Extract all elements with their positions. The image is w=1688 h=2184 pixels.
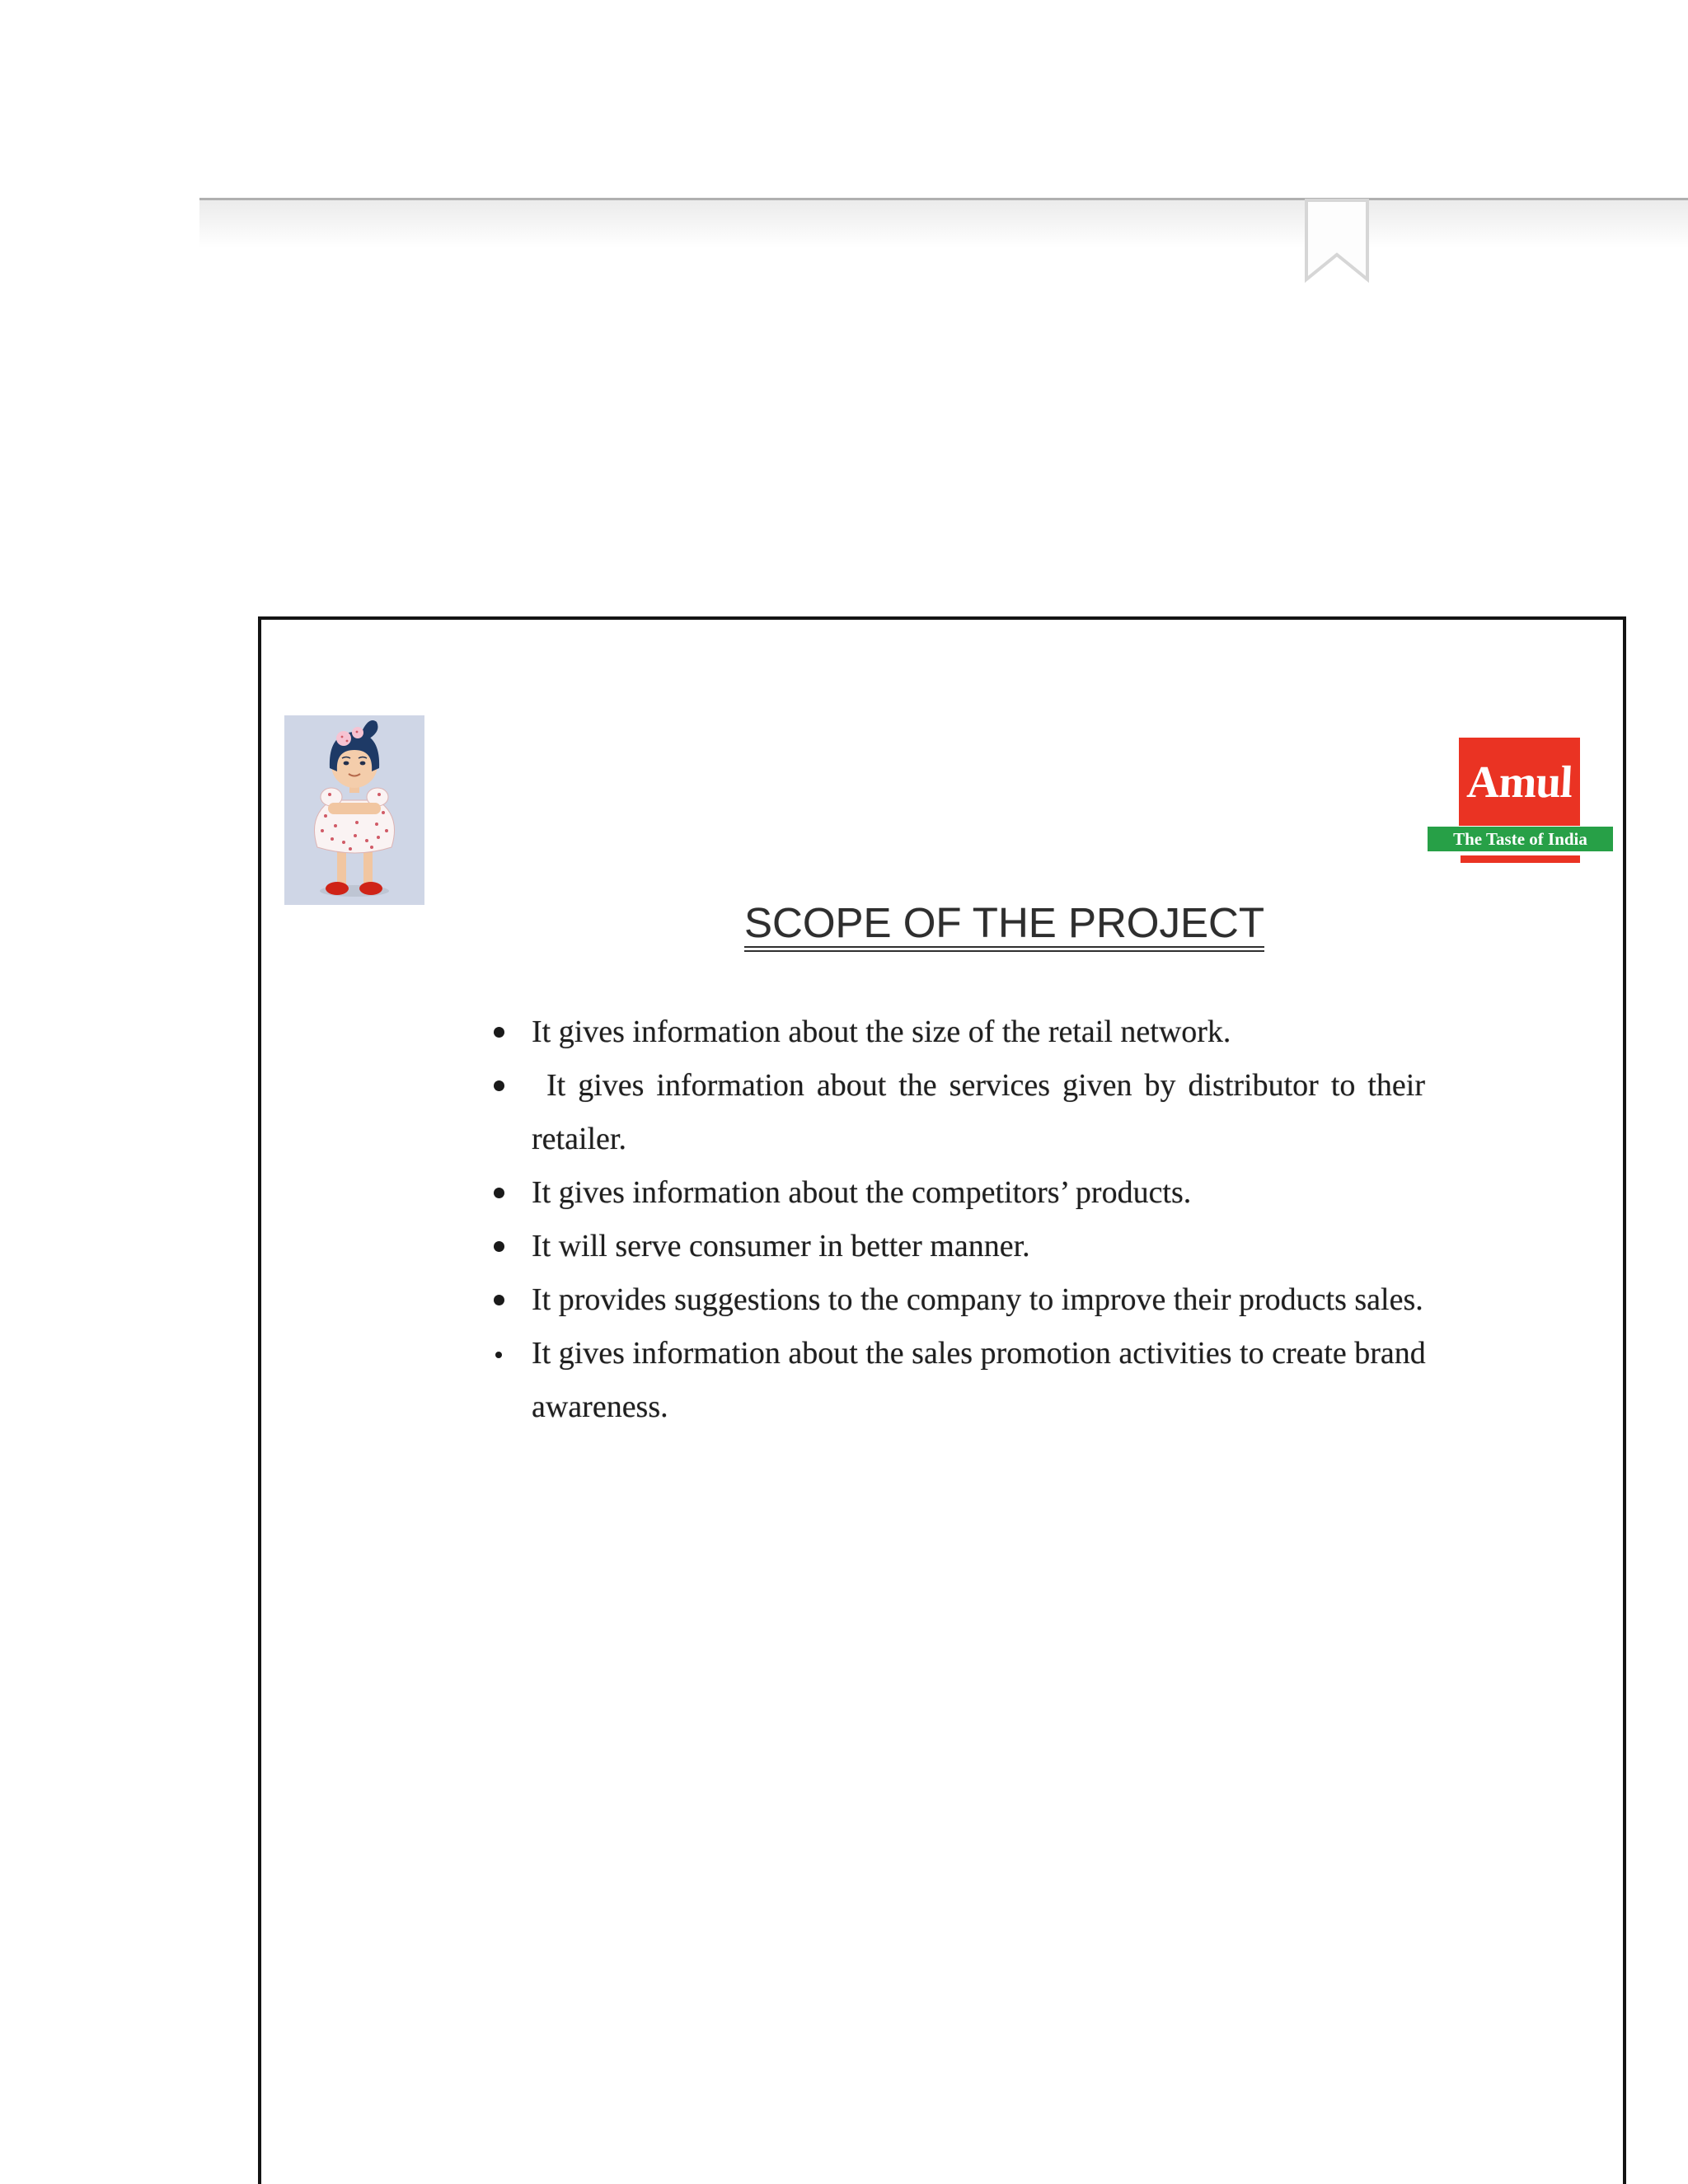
amul-logo-underline (1461, 855, 1580, 863)
page-top-shadow (199, 200, 1688, 248)
bullet-line: It gives information about the competitors’ products. (532, 1175, 1192, 1210)
page-title: SCOPE OF THE PROJECT (744, 902, 1264, 952)
bullet-item (532, 1273, 1529, 1327)
bullet-line: It gives information about the sales promotion activities to create brand (532, 1336, 1426, 1371)
bullet-item (532, 1220, 1529, 1273)
bullet-item (532, 1327, 1529, 1434)
bullet-item (532, 1059, 1529, 1166)
bullet-line: retailer. (532, 1122, 626, 1156)
bullet-list (532, 1005, 1529, 1434)
bullet-line: It gives information about the services given by distributor to their (546, 1068, 1426, 1103)
amul-tagline-text: The Taste of India (1453, 828, 1587, 849)
bookmark-icon[interactable] (1304, 199, 1370, 284)
bullet-item (532, 1166, 1529, 1220)
amul-logo-wordmark: Amul (1465, 757, 1573, 807)
amul-tagline-bar (1428, 827, 1613, 851)
bullet-line: awareness. (532, 1390, 668, 1424)
amul-girl-mascot-image (284, 715, 424, 905)
bullet-line: It provides suggestions to the company to improve their products sales. (532, 1282, 1423, 1317)
amul-logo (1459, 738, 1580, 826)
bullet-line: It gives information about the size of the retail network. (532, 1015, 1231, 1049)
bullet-line: It will serve consumer in better manner. (532, 1229, 1030, 1263)
bullet-item (532, 1005, 1529, 1059)
